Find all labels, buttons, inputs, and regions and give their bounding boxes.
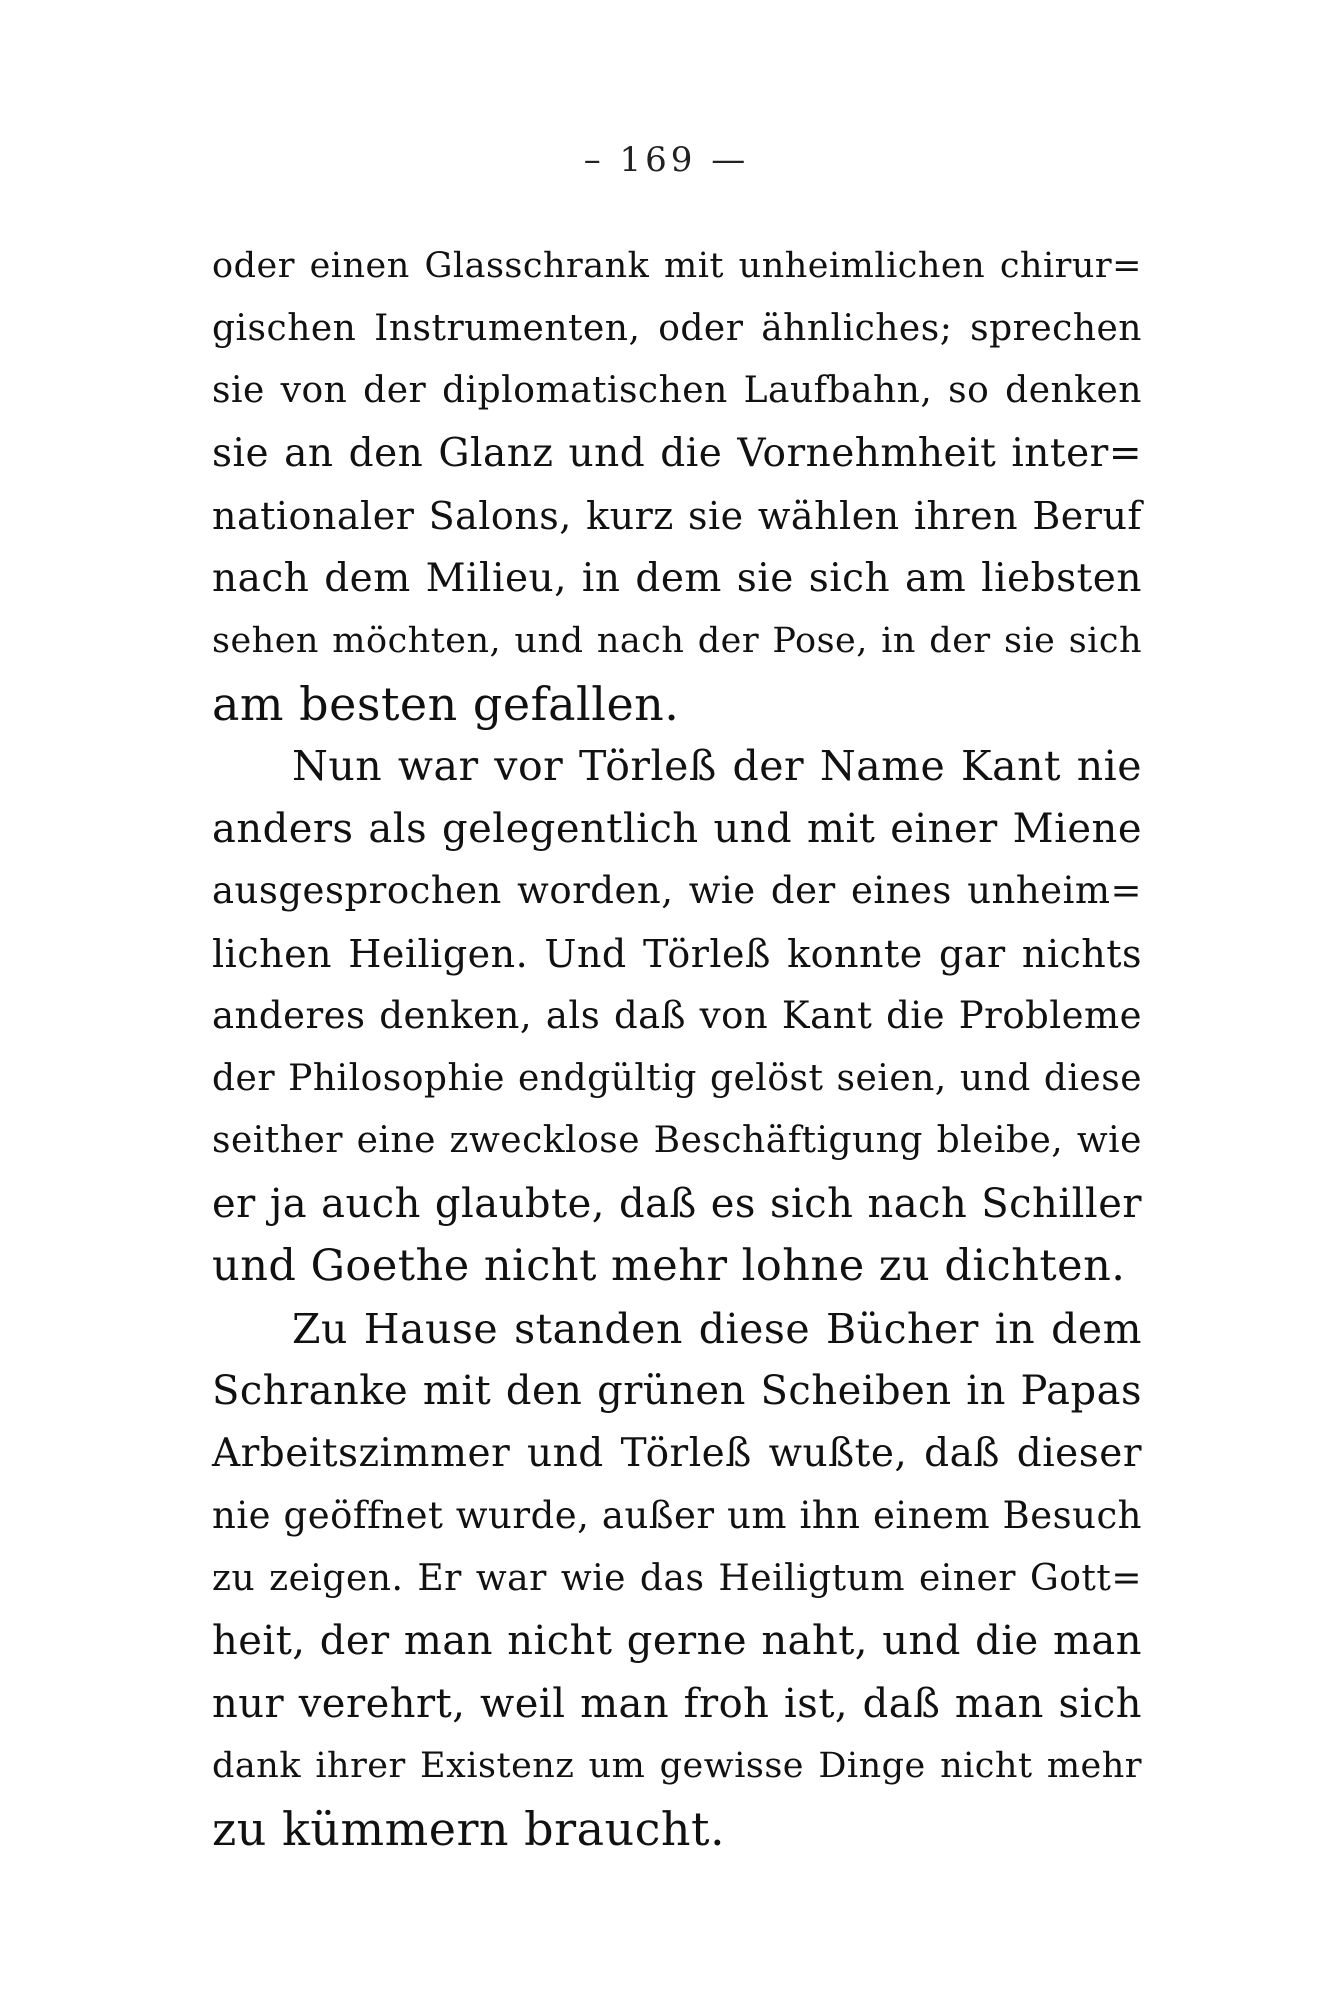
text-line: oder einen Glasschrank mit unheimlichen chirur= bbox=[212, 246, 1142, 286]
text-line: nach dem Milieu, in dem sie sich am liebsten bbox=[212, 555, 1142, 601]
text-line: Zu Hause standen diese Bücher in dem bbox=[292, 1304, 1142, 1353]
text-line: er ja auch glaubte, daß es sich nach Schiller bbox=[212, 1180, 1142, 1227]
text-line: ausgesprochen worden, wie der eines unheim= bbox=[212, 869, 1142, 912]
text-line: Schranke mit den grünen Scheiben in Papas bbox=[212, 1368, 1142, 1414]
text-line: heit, der man nicht gerne naht, und die man bbox=[212, 1618, 1142, 1664]
text-line: am besten gefallen. bbox=[212, 676, 680, 731]
text-line: zu kümmern braucht. bbox=[212, 1801, 726, 1856]
text-line: und Goethe nicht mehr lohne zu dichten. bbox=[212, 1241, 1126, 1291]
text-line: nur verehrt, weil man froh ist, daß man sich bbox=[212, 1680, 1142, 1727]
text-line: lichen Heiligen. Und Törleß konnte gar nichts bbox=[212, 931, 1142, 976]
body-text bbox=[212, 235, 1142, 1860]
text-line: der Philosophie endgültig gelöst seien, und diese bbox=[212, 1057, 1142, 1099]
text-line: sehen möchten, und nach der Pose, in der sie sich bbox=[212, 621, 1142, 661]
text-line: zu zeigen. Er war wie das Heiligtum einer Gott= bbox=[212, 1557, 1142, 1599]
text-line: anderes denken, als daß von Kant die Probleme bbox=[212, 994, 1142, 1037]
text-line: nie geöffnet wurde, außer um ihn einem Besuch bbox=[212, 1494, 1142, 1537]
text-line: Arbeitszimmer und Törleß wußte, daß dieser bbox=[212, 1430, 1142, 1476]
text-line: dank ihrer Existenz um gewisse Dinge nicht mehr bbox=[212, 1746, 1142, 1786]
text-line: sie an den Glanz und die Vornehmheit inter= bbox=[212, 430, 1142, 476]
page-number: – 169 — bbox=[583, 140, 750, 180]
text-line: gischen Instrumenten, oder ähnliches; sprechen bbox=[212, 307, 1142, 349]
text-line: sie von der diplomatischen Laufbahn, so denken bbox=[212, 370, 1142, 411]
text-line: nationaler Salons, kurz sie wählen ihren Beruf bbox=[212, 494, 1142, 538]
text-line: seither eine zwecklose Beschäftigung bleibe, wie bbox=[212, 1120, 1142, 1161]
text-line: Nun war vor Törleß der Name Kant nie bbox=[292, 742, 1142, 790]
text-line: anders als gelegentlich und mit einer Miene bbox=[212, 805, 1142, 852]
